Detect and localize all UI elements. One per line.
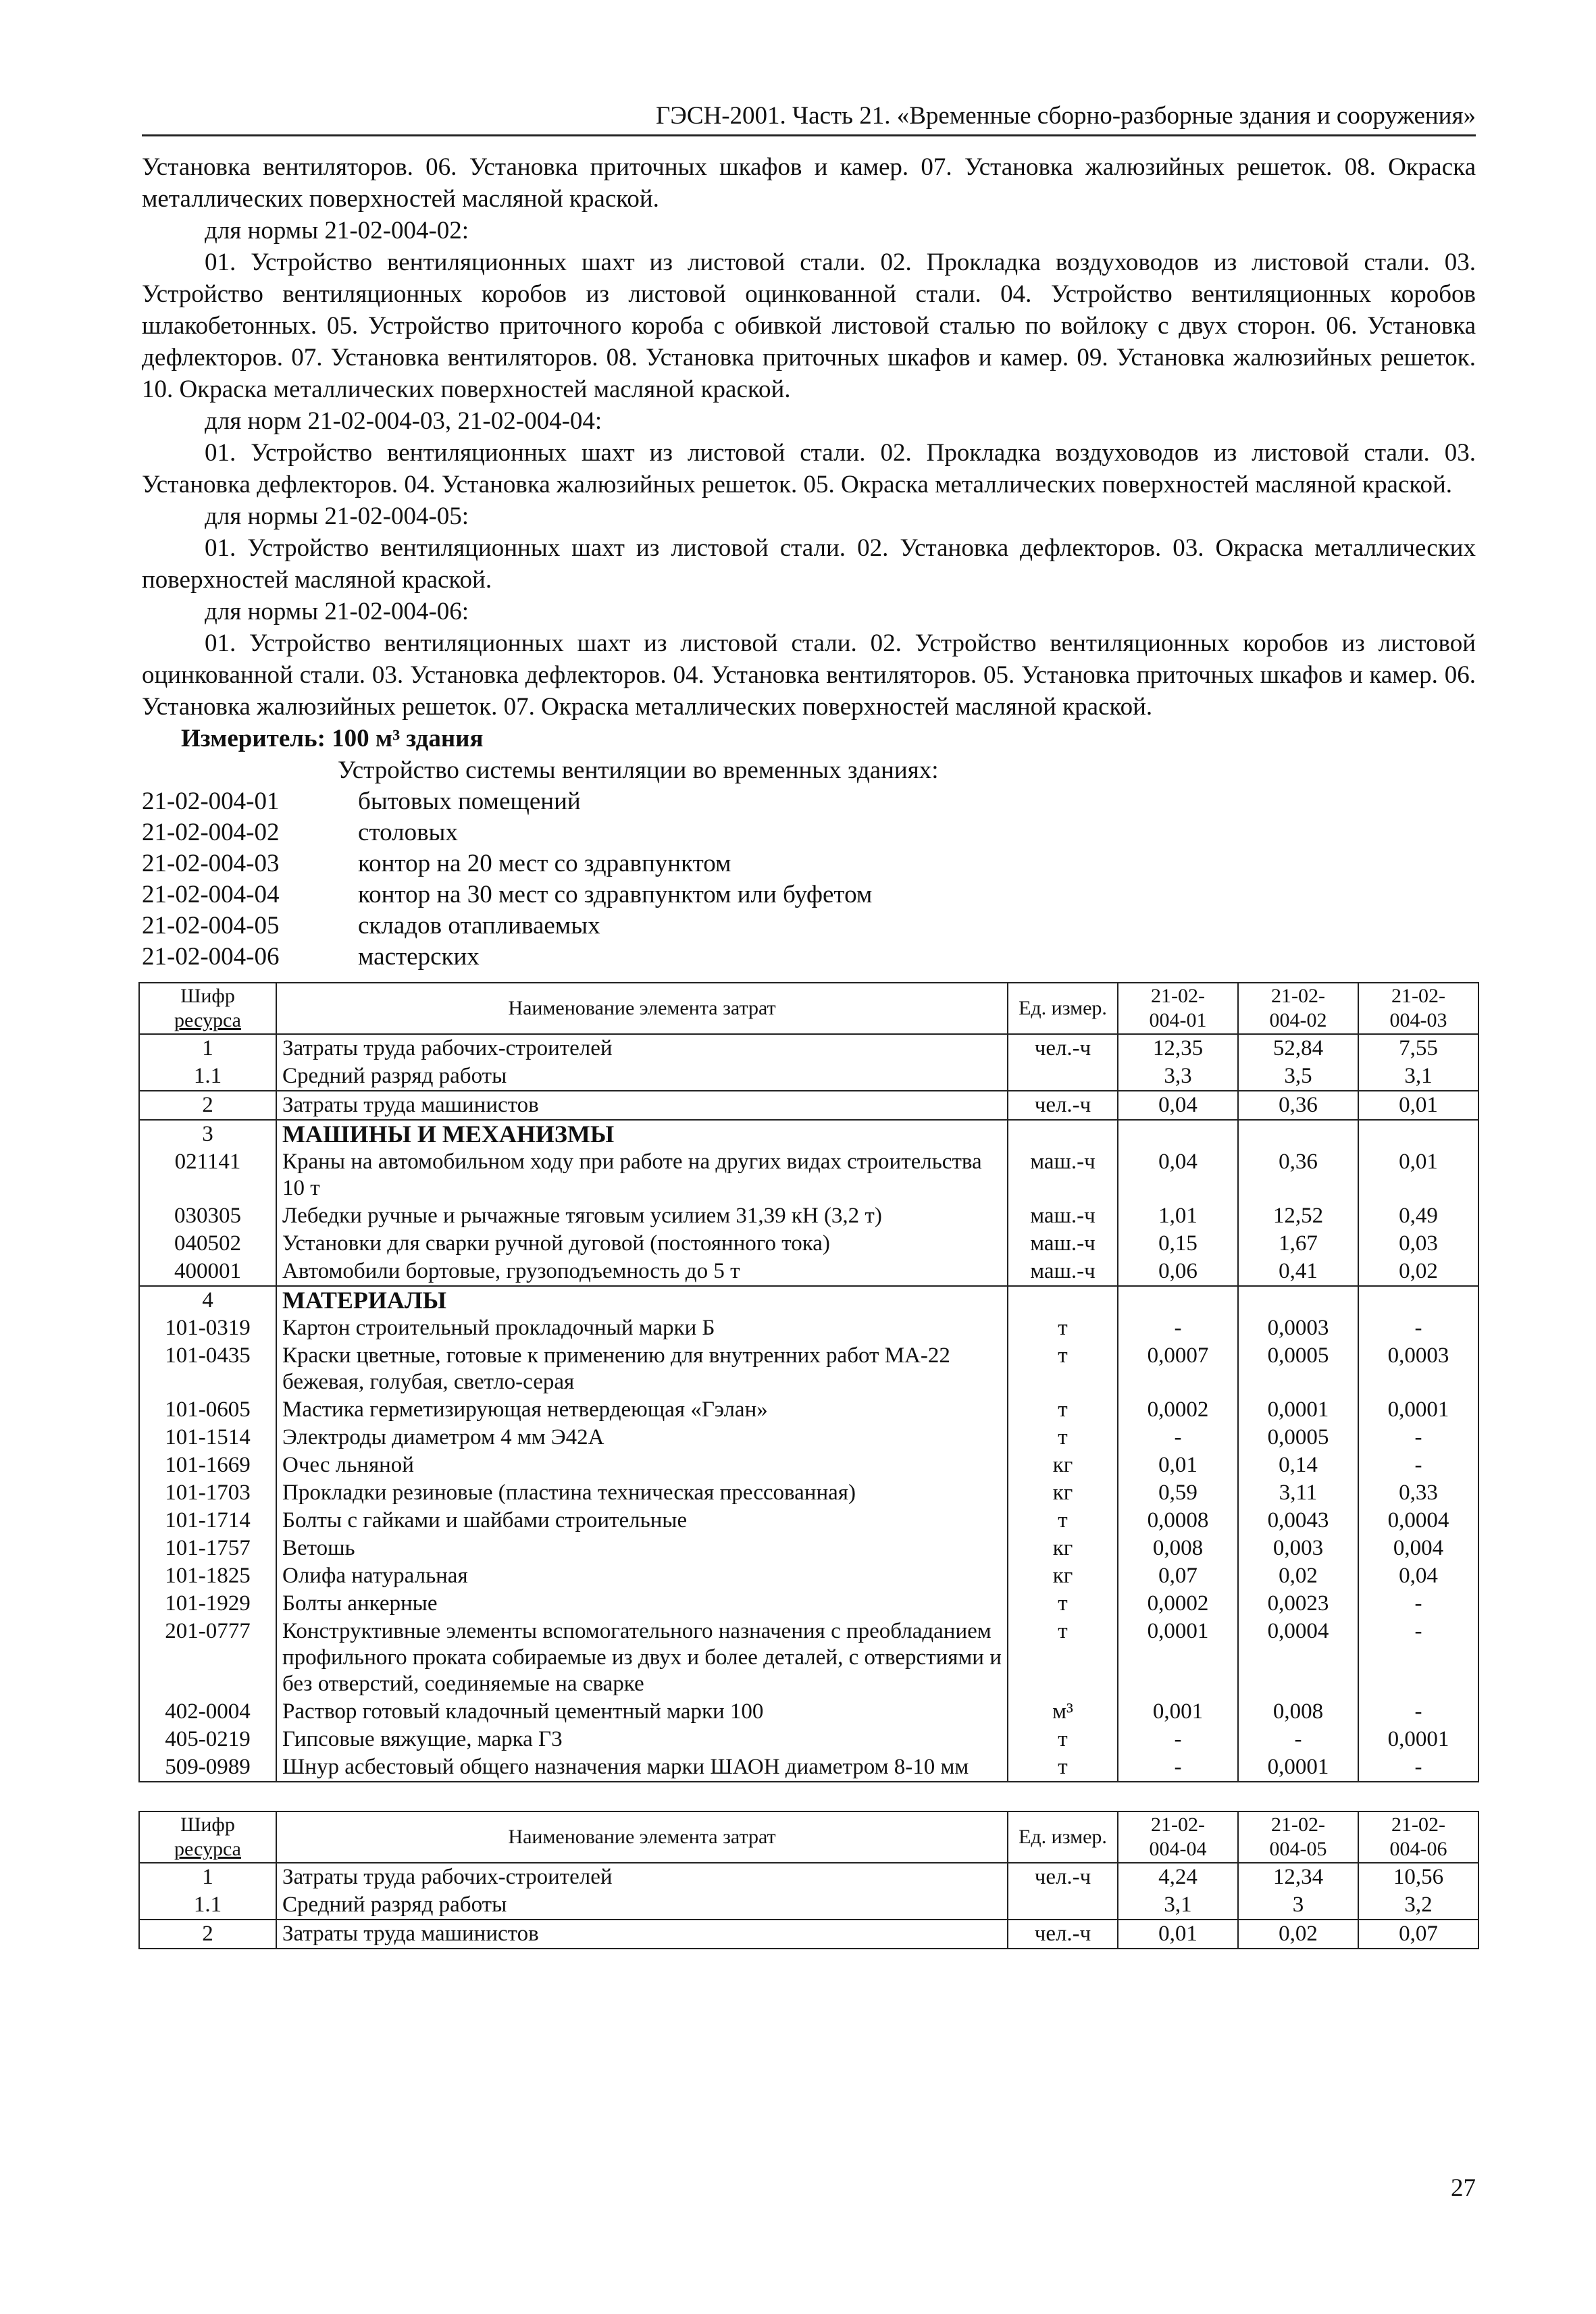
cell-unit: чел.-ч [1008,1920,1118,1949]
cell-value: 0,06 [1118,1258,1238,1286]
norm-name: бытовых помещений [358,788,581,815]
cell-name: Краны на автомобильном ходу при работе на других видах строительства 10 т [276,1148,1008,1202]
col-header-unit: Ед. измер. [1008,1811,1118,1863]
cell-unit: т [1008,1753,1118,1782]
cell-value: - [1358,1590,1478,1618]
table-row [139,1507,1478,1535]
cell-value [1238,1286,1358,1314]
table-row [139,1535,1478,1562]
norm-list-item [142,942,1476,973]
cell-value: 0,02 [1358,1258,1478,1286]
cell-value: 0,0002 [1118,1590,1238,1618]
cell-value: - [1118,1726,1238,1753]
norm-code: 21-02-004-06 [142,943,280,971]
cell-value: 0,07 [1118,1562,1238,1590]
paragraph-continued: Установка вентиляторов. 06. Установка приточных шкафов и камер. 07. Установка жалюзийных решеток. 08. Окраска металлических поверхностей масляной краской. [142,153,1476,213]
cell-value: 3,5 [1238,1062,1358,1091]
table-row [139,1698,1478,1726]
table-row [139,1202,1478,1230]
table-row [139,1753,1478,1782]
cell-unit: т [1008,1590,1118,1618]
cell-value: 0,0003 [1358,1342,1478,1396]
norm-list-item [142,879,1476,910]
cell-unit [1008,1286,1118,1314]
cell-value: 0,0007 [1118,1342,1238,1396]
cell-value [1358,1120,1478,1148]
cell-code: 101-1757 [139,1535,276,1562]
cell-value: 0,36 [1238,1148,1358,1202]
cell-value: 0,14 [1238,1451,1358,1479]
cell-name: Гипсовые вяжущие, марка Г3 [276,1726,1008,1753]
cell-code: 4 [139,1286,276,1314]
cell-value: - [1118,1424,1238,1451]
norm-name: контор на 30 мест со здравпунктом или буфетом [358,881,873,908]
cell-code: 101-1929 [139,1590,276,1618]
norm-name: контор на 20 мест со здравпунктом [358,850,731,877]
cell-value: 0,0003 [1238,1314,1358,1342]
cell-code: 509-0989 [139,1753,276,1782]
cell-name: Установки для сварки ручной дуговой (постоянного тока) [276,1230,1008,1258]
table-row [139,1286,1478,1314]
cell-unit [1008,1120,1118,1148]
cell-value: 0,01 [1358,1091,1478,1120]
cell-name: Затраты труда рабочих-строителей [276,1034,1008,1062]
measure-unit: Измеритель: 100 м³ здания [181,725,484,752]
table-row [139,1479,1478,1507]
cell-value: 1,67 [1238,1230,1358,1258]
cell-name: МАШИНЫ И МЕХАНИЗМЫ [276,1120,1008,1148]
cell-unit: чел.-ч [1008,1034,1118,1062]
cell-name: Краски цветные, готовые к применению для внутренних работ МА-22 бежевая, голубая, светло-серая [276,1342,1008,1396]
col-header-name: Наименование элемента затрат [276,983,1008,1034]
cell-code: 1 [139,1863,276,1891]
cell-value: - [1358,1618,1478,1698]
cell-value: 0,0004 [1358,1507,1478,1535]
cell-value: 12,52 [1238,1202,1358,1230]
cell-value: 0,008 [1118,1535,1238,1562]
cell-value: 0,04 [1118,1148,1238,1202]
table-row [139,1726,1478,1753]
cell-value: 52,84 [1238,1034,1358,1062]
col-header-norm-5: 21-02- 004-05 [1238,1811,1358,1863]
cell-name: Раствор готовый кладочный цементный марки 100 [276,1698,1008,1726]
cell-unit: маш.-ч [1008,1148,1118,1202]
table-row [139,1863,1478,1891]
cell-value: 0,49 [1358,1202,1478,1230]
cell-name: Конструктивные элементы вспомогательного назначения с преобладанием профильного проката собираемые из двух и более деталей, с отверстиями и без отверстий, соединяемые на сварке [276,1618,1008,1698]
cell-value: 0,003 [1238,1535,1358,1562]
norm-list-item [142,910,1476,942]
cell-unit: т [1008,1424,1118,1451]
cell-code: 405-0219 [139,1726,276,1753]
norm-code: 21-02-004-01 [142,788,280,815]
document-page [142,101,1476,1949]
cell-unit: т [1008,1507,1118,1535]
cell-value: 0,0002 [1118,1396,1238,1424]
table-row [139,1396,1478,1424]
cell-name: Шнур асбестовый общего назначения марки ШАОН диаметром 8-10 мм [276,1753,1008,1782]
col-header-unit: Ед. измер. [1008,983,1118,1034]
cell-code: 400001 [139,1258,276,1286]
cell-name: Средний разряд работы [276,1891,1008,1920]
table-row [139,1590,1478,1618]
norm-name: складов отапливаемых [358,912,600,940]
cell-code: 101-1714 [139,1507,276,1535]
cell-value: 0,03 [1358,1230,1478,1258]
norm-heading-06: для нормы 21-02-004-06: [205,598,469,625]
cell-code: 1.1 [139,1062,276,1091]
cell-value [1358,1286,1478,1314]
table-header-row [139,1811,1478,1863]
cell-unit: т [1008,1314,1118,1342]
cell-value: 0,0023 [1238,1590,1358,1618]
cell-code: 2 [139,1091,276,1120]
table-header-row [139,983,1478,1034]
cell-value: 0,0005 [1238,1342,1358,1396]
cell-code: 101-1514 [139,1424,276,1451]
cell-name: Картон строительный прокладочный марки Б [276,1314,1008,1342]
cell-value: 0,001 [1118,1698,1238,1726]
cell-value: 0,02 [1238,1920,1358,1949]
cell-value: 3,3 [1118,1062,1238,1091]
col-header-name: Наименование элемента затрат [276,1811,1008,1863]
cell-value: - [1118,1753,1238,1782]
table-row [139,1618,1478,1698]
cell-name: Болты анкерные [276,1590,1008,1618]
col-header-code: Шифр ресурса [139,1811,276,1863]
cell-value: 0,0001 [1238,1753,1358,1782]
cell-value: 0,0043 [1238,1507,1358,1535]
cell-value: 0,36 [1238,1091,1358,1120]
cell-value: 0,0004 [1238,1618,1358,1698]
norm-list-item [142,786,1476,817]
cell-value: - [1358,1314,1478,1342]
cell-value: 1,01 [1118,1202,1238,1230]
page-number: 27 [1451,2174,1476,2202]
resource-table-1 [138,982,1479,1782]
cell-value: 0,01 [1358,1148,1478,1202]
cell-code: 101-1825 [139,1562,276,1590]
cell-value: 0,01 [1118,1920,1238,1949]
paragraph-06: 01. Устройство вентиляционных шахт из листовой стали. 02. Устройство вентиляционных коробов из листовой оцинкованной стали. 03. Установка дефлекторов. 04. Установка вентиляторов. 05. Установка приточных шкафов и камер. 06. Установка жалюзийных решеток. 07. Окраска металлических поверхностей масляной краской. [142,629,1476,721]
cell-name: Мастика герметизирующая нетвердеющая «Гэлан» [276,1396,1008,1424]
cell-value: 3,1 [1358,1062,1478,1091]
cell-value: 0,07 [1358,1920,1478,1949]
col-header-norm-1: 21-02- 004-01 [1118,983,1238,1034]
cell-code: 1.1 [139,1891,276,1920]
norm-heading-02: для нормы 21-02-004-02: [205,217,469,245]
cell-value: 0,02 [1238,1562,1358,1590]
cell-value: 0,0001 [1118,1618,1238,1698]
col-header-norm-3: 21-02- 004-03 [1358,983,1478,1034]
cell-value: 4,24 [1118,1863,1238,1891]
paragraph-0304: 01. Устройство вентиляционных шахт из листовой стали. 02. Прокладка воздуховодов из листовой стали. 03. Установка дефлекторов. 04. Установка жалюзийных решеток. 05. Окраска металлических поверхностей масляной краской. [142,439,1476,498]
cell-value: 0,0005 [1238,1424,1358,1451]
cell-name: Лебедки ручные и рычажные тяговым усилием 31,39 кН (3,2 т) [276,1202,1008,1230]
cell-unit: кг [1008,1451,1118,1479]
table-row [139,1562,1478,1590]
cell-unit: маш.-ч [1008,1202,1118,1230]
resource-table-2 [138,1811,1479,1949]
cell-value: - [1358,1698,1478,1726]
cell-name: Болты с гайками и шайбами строительные [276,1507,1008,1535]
cell-code: 021141 [139,1148,276,1202]
cell-unit: кг [1008,1479,1118,1507]
table-row [139,1920,1478,1949]
norm-list [142,786,1476,973]
cell-code: 040502 [139,1230,276,1258]
cell-value: 0,0001 [1358,1396,1478,1424]
cell-value: - [1358,1424,1478,1451]
table-row [139,1148,1478,1202]
cell-unit: м³ [1008,1698,1118,1726]
col-header-norm-2: 21-02- 004-02 [1238,983,1358,1034]
cell-unit: т [1008,1396,1118,1424]
cell-unit: чел.-ч [1008,1091,1118,1120]
norm-code: 21-02-004-03 [142,850,280,877]
norm-list-item [142,817,1476,848]
cell-unit: т [1008,1726,1118,1753]
cell-value: 12,35 [1118,1034,1238,1062]
table-row [139,1230,1478,1258]
table-row [139,1451,1478,1479]
cell-code: 402-0004 [139,1698,276,1726]
col-header-code: Шифр ресурса [139,983,276,1034]
cell-value [1118,1120,1238,1148]
cell-value: 7,55 [1358,1034,1478,1062]
cell-name: МАТЕРИАЛЫ [276,1286,1008,1314]
cell-unit: т [1008,1342,1118,1396]
table-row [139,1034,1478,1062]
cell-name: Автомобили бортовые, грузоподъемность до 5 т [276,1258,1008,1286]
cell-value: 0,01 [1118,1451,1238,1479]
cell-name: Олифа натуральная [276,1562,1008,1590]
cell-value: 0,004 [1358,1535,1478,1562]
norm-heading-0304: для норм 21-02-004-03, 21-02-004-04: [205,407,602,435]
norm-list-item [142,848,1476,879]
cell-value: 0,04 [1118,1091,1238,1120]
cell-name: Прокладки резиновые (пластина техническая прессованная) [276,1479,1008,1507]
cell-value: 12,34 [1238,1863,1358,1891]
cell-value: 0,0001 [1238,1396,1358,1424]
cell-value: - [1118,1314,1238,1342]
cell-name: Затраты труда машинистов [276,1091,1008,1120]
cell-value: 0,008 [1238,1698,1358,1726]
cell-unit: кг [1008,1535,1118,1562]
running-header: ГЭСН-2001. Часть 21. «Временные сборно-разборные здания и сооружения» [142,101,1476,136]
col-header-norm-6: 21-02- 004-06 [1358,1811,1478,1863]
norm-name: мастерских [358,943,480,971]
cell-value: 3,1 [1118,1891,1238,1920]
cell-unit: чел.-ч [1008,1863,1118,1891]
cell-value: - [1238,1726,1358,1753]
cell-code: 2 [139,1920,276,1949]
cell-unit: маш.-ч [1008,1258,1118,1286]
table-row [139,1891,1478,1920]
cell-name: Электроды диаметром 4 мм Э42А [276,1424,1008,1451]
cell-value: 0,15 [1118,1230,1238,1258]
cell-value: 3 [1238,1891,1358,1920]
norm-name: столовых [358,819,458,846]
cell-name: Средний разряд работы [276,1062,1008,1091]
cell-code: 1 [139,1034,276,1062]
norm-code: 21-02-004-04 [142,881,280,908]
cell-value: 0,04 [1358,1562,1478,1590]
col-header-norm-4: 21-02- 004-04 [1118,1811,1238,1863]
cell-unit: маш.-ч [1008,1230,1118,1258]
paragraph-02: 01. Устройство вентиляционных шахт из листовой стали. 02. Прокладка воздуховодов из листовой стали. 03. Устройство вентиляционных коробов из листовой оцинкованной стали. 04. Устройство вентиляционных коробов шлакобетонных. 05. Устройство приточного короба с обивкой листовой сталью по войлоку с двух сторон. 06. Установка дефлекторов. 07. Установка вентиляторов. 08. Установка приточных шкафов и камер. 09. Установка жалюзийных решеток. 10. Окраска металлических поверхностей масляной краской. [142,249,1476,403]
cell-value: 0,0001 [1358,1726,1478,1753]
table-row [139,1342,1478,1396]
cell-value: 0,0008 [1118,1507,1238,1535]
cell-value: 3,11 [1238,1479,1358,1507]
table-row [139,1120,1478,1148]
norm-list-intro: Устройство системы вентиляции во временных зданиях: [338,756,939,784]
cell-code: 101-1703 [139,1479,276,1507]
table-row [139,1314,1478,1342]
table-row [139,1258,1478,1286]
cell-unit: т [1008,1618,1118,1698]
cell-value: 0,41 [1238,1258,1358,1286]
cell-code: 3 [139,1120,276,1148]
cell-code: 030305 [139,1202,276,1230]
norm-heading-05: для нормы 21-02-004-05: [205,503,469,530]
cell-code: 101-0319 [139,1314,276,1342]
cell-code: 101-0605 [139,1396,276,1424]
cell-name: Затраты труда рабочих-строителей [276,1863,1008,1891]
table-row [139,1424,1478,1451]
norm-code: 21-02-004-05 [142,912,280,940]
cell-unit [1008,1062,1118,1091]
cell-code: 101-0435 [139,1342,276,1396]
cell-value: 3,2 [1358,1891,1478,1920]
cell-value: 0,33 [1358,1479,1478,1507]
cell-name: Очес льняной [276,1451,1008,1479]
cell-code: 201-0777 [139,1618,276,1698]
cell-name: Затраты труда машинистов [276,1920,1008,1949]
table-row [139,1091,1478,1120]
cell-value [1238,1120,1358,1148]
paragraph-05: 01. Устройство вентиляционных шахт из листовой стали. 02. Установка дефлекторов. 03. Окраска металлических поверхностей масляной краской. [142,534,1476,594]
cell-value [1118,1286,1238,1314]
cell-unit: кг [1008,1562,1118,1590]
cell-unit [1008,1891,1118,1920]
table-row [139,1062,1478,1091]
cell-value: 0,59 [1118,1479,1238,1507]
cell-name: Ветошь [276,1535,1008,1562]
cell-value: - [1358,1753,1478,1782]
norm-code: 21-02-004-02 [142,819,280,846]
cell-value: 10,56 [1358,1863,1478,1891]
cell-code: 101-1669 [139,1451,276,1479]
cell-value: - [1358,1451,1478,1479]
